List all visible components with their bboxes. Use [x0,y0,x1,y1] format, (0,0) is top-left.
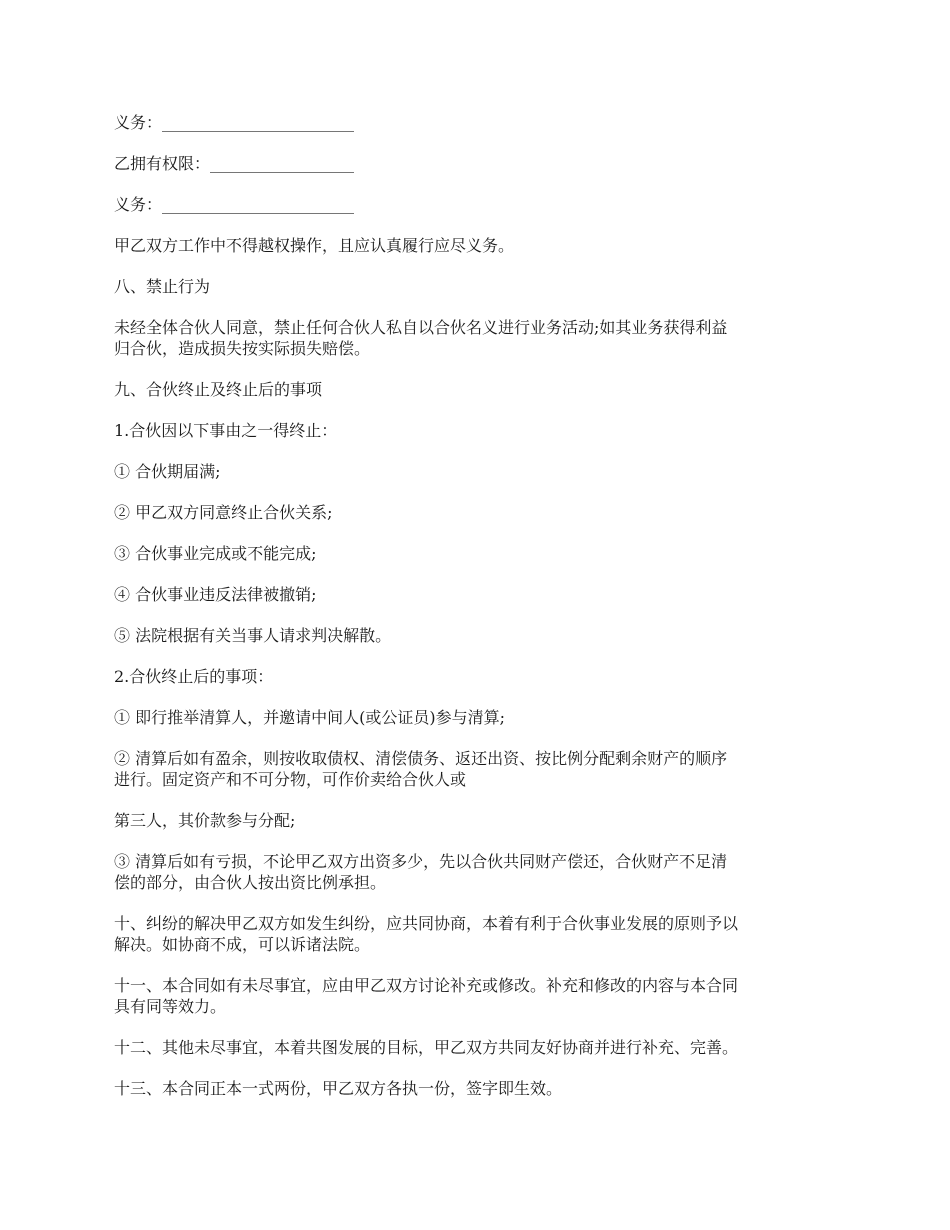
blank-line: ________________________ [162,195,355,214]
paragraph-line: 具有同等效力。 [114,997,227,1016]
paragraph-line: 甲乙双方工作中不得越权操作，且应认真履行应尽义务。 [114,236,515,255]
obligation-field-1 [114,112,840,133]
section-dispute-resolution [114,913,840,955]
paragraph-line: ① 合伙期届满; [114,462,221,481]
section-copies-effect [114,1078,840,1099]
clause-termination-causes [114,420,840,441]
section-heading-8 [114,276,840,297]
paragraph-line: ② 甲乙双方同意终止合伙关系; [114,503,333,522]
section-heading-9 [114,379,840,400]
paragraph-line: 第三人，其价款参与分配; [114,811,296,830]
clause-post-termination [114,666,840,687]
blank-line: __________________ [210,154,355,173]
list-item [114,543,840,564]
paragraph-line: 进行。固定资产和不可分物，可作价卖给合伙人或 [114,770,467,789]
paragraph-line: 归合伙，造成损失按实际损失赔偿。 [114,339,371,358]
list-item-continuation [114,810,840,831]
paragraph-line: 未经全体合伙人同意，禁止任何合伙人私自以合伙名义进行业务活动;如其业务获得利益 [114,318,728,337]
list-item [114,502,840,523]
blank-line: ________________________ [162,113,355,132]
list-item [114,851,840,893]
authority-field-b [114,153,840,174]
list-item [114,748,840,790]
paragraph-line: 十一、本合同如有未尽事宜，应由甲乙双方讨论补充或修改。补充和修改的内容与本合同 [114,976,739,995]
paragraph-line: 2.合伙终止后的事项： [114,667,274,686]
section-supplements [114,975,840,1017]
list-item [114,584,840,605]
paragraph-line: 偿的部分，由合伙人按出资比例承担。 [114,873,387,892]
paragraph-duty-statement [114,235,840,256]
paragraph-line: ② 清算后如有盈余，则按收取债权、清偿债务、返还出资、按比例分配剩余财产的顺序 [114,749,728,768]
paragraph-line: ① 即行推举清算人，并邀请中间人(或公证员)参与清算; [114,708,505,727]
section-other-matters [114,1037,840,1058]
list-item [114,707,840,728]
paragraph-line: 解决。如协商不成，可以诉诸法院。 [114,935,371,954]
paragraph-line: 十三、本合同正本一式两份，甲乙双方各执一份，签字即生效。 [114,1079,563,1098]
list-item [114,625,840,646]
list-item [114,461,840,482]
paragraph-line: ③ 合伙事业完成或不能完成; [114,544,317,563]
paragraph-line: ⑤ 法院根据有关当事人请求判决解散。 [114,626,392,645]
paragraph-line: ④ 合伙事业违反法律被撤销; [114,585,317,604]
field-label: 义务： [114,113,163,132]
field-label: 乙拥有权限： [114,154,211,173]
paragraph-line: ③ 清算后如有亏损，不论甲乙双方出资多少，先以合伙共同财产偿还，合伙财产不足清 [114,852,728,871]
paragraph-line: 九、合伙终止及终止后的事项 [114,380,323,399]
paragraph-line: 1.合伙因以下事由之一得终止： [114,421,338,440]
paragraph-line: 八、禁止行为 [114,277,211,296]
field-label: 义务： [114,195,163,214]
obligation-field-2 [114,194,840,215]
paragraph-line: 十二、其他未尽事宜，本着共图发展的目标，甲乙双方共同友好协商并进行补充、完善。 [114,1038,739,1057]
document-body [114,112,840,1119]
paragraph-line: 十、纠纷的解决甲乙双方如发生纠纷，应共同协商，本着有利于合伙事业发展的原则予以 [114,914,739,933]
paragraph-prohibition [114,317,840,359]
